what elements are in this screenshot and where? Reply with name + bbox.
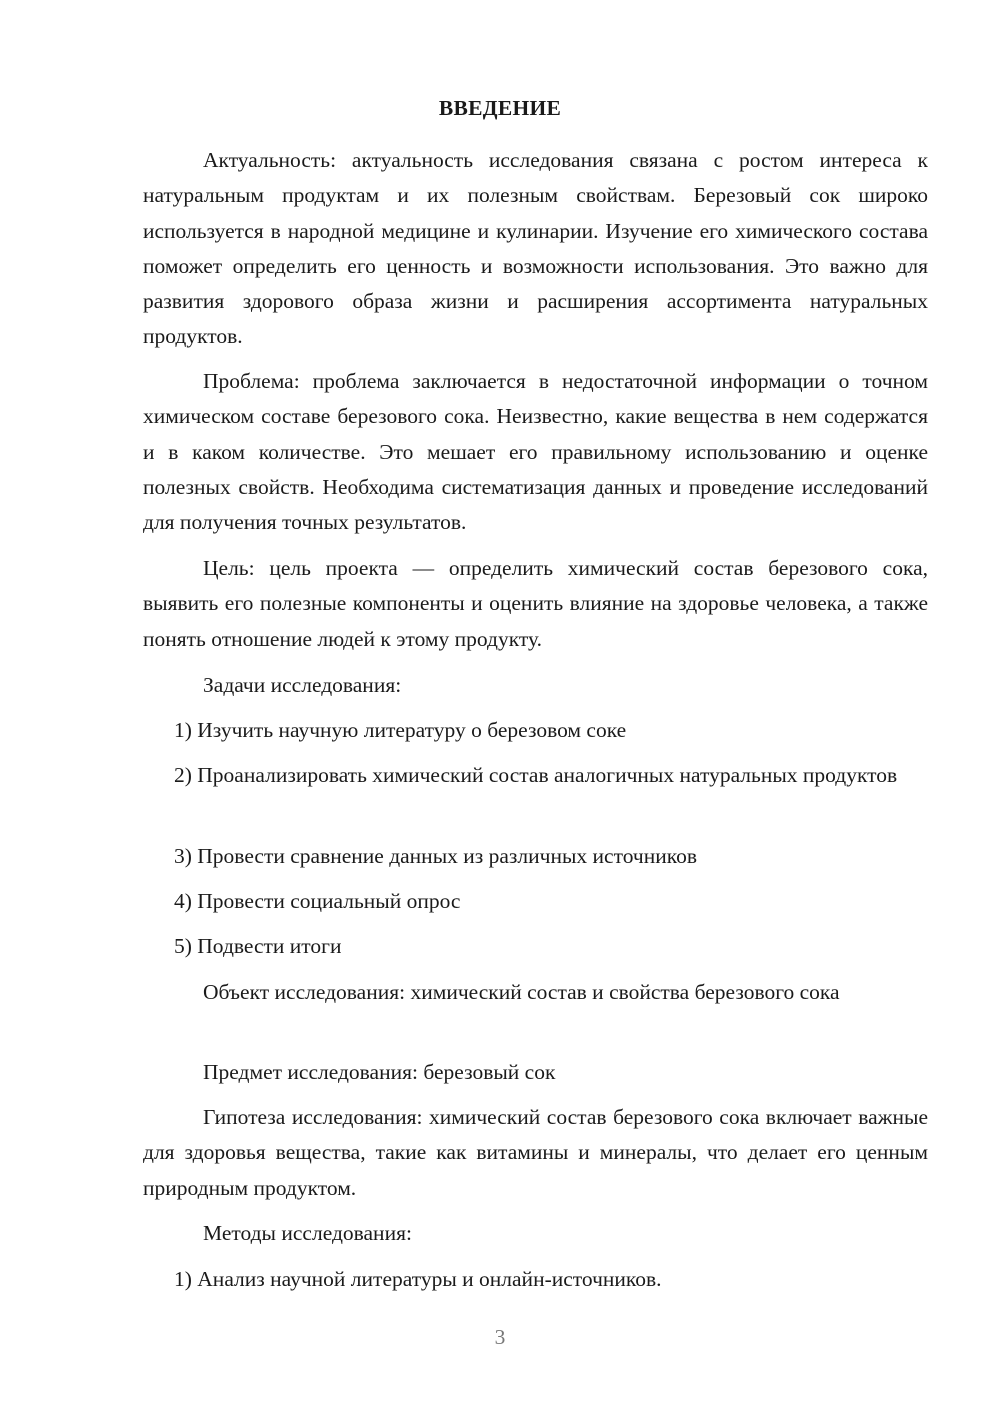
subject-paragraph: Предмет исследования: березовый сок: [203, 1060, 556, 1084]
page-number: 3: [494, 1325, 506, 1349]
methods-title: Методы исследования:: [203, 1221, 412, 1245]
problem-paragraph: Проблема: проблема заключается в недостаточной информации о точном химическом составе березового сока. Неизвестно, какие вещества в нем содержатся и в каком количестве. Это мешает его правильному использованию и оценке полезных свойств. Необходима систематизация данных и проведение исследований для получения точных результатов.: [143, 369, 928, 535]
goal-paragraph: Цель: цель проекта — определить химический состав березового сока, выявить его полезные компоненты и оценить влияние на здоровье человека, а также понять отношение людей к этому продукту.: [143, 556, 928, 651]
tasks-title: Задачи исследования:: [203, 673, 402, 697]
task-item-5: 5) Подвести итоги: [174, 934, 342, 958]
hypothesis-paragraph: Гипотеза исследования: химический состав березового сока включает важные для здоровья вещества, такие как витамины и минералы, что делает его ценным природным продуктом.: [143, 1105, 928, 1200]
task-item-2: 2) Проанализировать химический состав аналогичных натуральных продуктов: [174, 763, 898, 787]
method-item-1: 1) Анализ научной литературы и онлайн-источников.: [174, 1267, 662, 1291]
relevance-paragraph: Актуальность: актуальность исследования связана с ростом интереса к натуральным продуктам и их полезным свойствам. Березовый сок широко используется в народной медицине и кулинарии. Изучение его химического состава поможет определить его ценность и возможности использования. Это важно для развития здорового образа жизни и расширения ассортимента натуральных продуктов.: [143, 148, 928, 349]
task-item-3: 3) Провести сравнение данных из различных источников: [174, 844, 697, 868]
object-paragraph: Объект исследования: химический состав и свойства березового сока: [203, 980, 840, 1004]
section-heading: ВВЕДЕНИЕ: [438, 96, 562, 120]
task-item-4: 4) Провести социальный опрос: [174, 889, 461, 913]
task-item-1: 1) Изучить научную литературу о березовом соке: [174, 718, 627, 742]
